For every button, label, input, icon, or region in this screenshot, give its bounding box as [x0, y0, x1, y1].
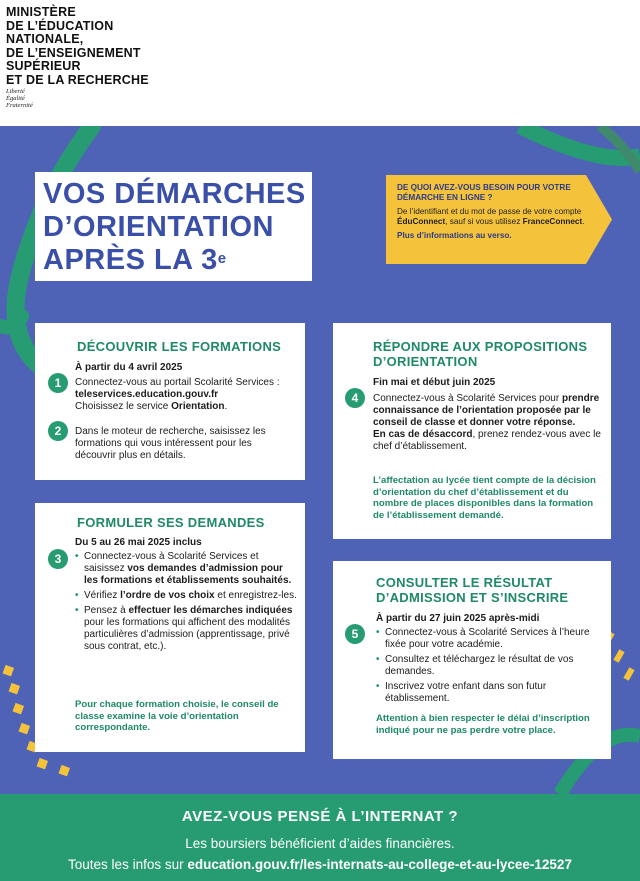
title-line-2: D’ORIENTATION: [43, 211, 274, 243]
card-title: DÉCOUVRIR LES FORMATIONS: [77, 339, 282, 354]
step-1-badge: 1: [48, 373, 68, 393]
ministry-name: MINISTÈRE DE L’ÉDUCATION NATIONALE, DE L’ENSEIGNEMENT SUPÉRIEUR ET DE LA RECHERCHE: [6, 5, 149, 87]
step-4-badge: 4: [345, 388, 365, 408]
card-note: L’affectation au lycée tient compte de la décision d’orientation du chef d’établissement et du nombre de places disponibles dans la formation de l’établissement demandé.: [373, 475, 596, 521]
footer-subtitle: Les boursiers bénéficient d’aides financières.: [185, 836, 455, 851]
step-5-list: [376, 627, 601, 708]
list-item: • Connectez-vous à Scolarité Services et saisissez vos demandes d’admission pour les formations et établissements souhaités.: [75, 551, 297, 587]
card-title: RÉPONDRE AUX PROPOSITIONS D’ORIENTATION: [373, 339, 588, 369]
card-date: À partir du 27 juin 2025 après-midi: [376, 613, 540, 624]
card-answer: [333, 323, 611, 539]
card-date: Fin mai et début juin 2025: [373, 377, 496, 388]
card-discover: [35, 323, 305, 480]
info-more: Plus d’informations au verso.: [397, 231, 512, 240]
list-item: • Consultez et téléchargez le résultat de vos demandes.: [376, 654, 601, 678]
card-requests: [35, 503, 305, 752]
list-item: • Connectez-vous à Scolarité Services à l’heure fixée pour votre académie.: [376, 627, 601, 651]
card-date: À partir du 4 avril 2025: [75, 362, 183, 373]
card-result: [333, 561, 611, 759]
step-5-badge: 5: [345, 624, 365, 644]
footer-link-line: Toutes les infos sur education.gouv.fr/les-internats-au-college-et-au-lycee-12527: [68, 857, 572, 872]
info-heading: DE QUOI AVEZ-VOUS BESOIN POUR VOTRE DÉMARCHE EN LIGNE ?: [397, 183, 571, 202]
step-4-text: Connectez-vous à Scolarité Services pour prendre connaissance de l’orientation proposée par le conseil de classe et donner votre réponse. En cas de désaccord, prenez rendez-vous avec le chef d’établissement.: [373, 393, 601, 452]
internat-link[interactable]: education.gouv.fr/les-internats-au-college-et-au-lycee-12527: [187, 857, 572, 872]
list-item: • Pensez à effectuer les démarches indiquées pour les formations qui affichent des modalités particulières d’admission (apprentissage, privé sous contrat, etc.).: [75, 605, 297, 653]
card-title: CONSULTER LE RÉSULTAT D’ADMISSION ET S’INSCRIRE: [376, 575, 569, 605]
footer: [0, 794, 640, 881]
card-note: Attention à bien respecter le délai d’inscription indiqué pour ne pas perdre votre place.: [376, 713, 590, 736]
list-item: • Inscrivez votre enfant dans son futur établissement.: [376, 681, 601, 705]
main-title: [35, 172, 312, 281]
step-3-list: [75, 551, 297, 656]
header: [0, 0, 640, 126]
step-1-text: Connectez-vous au portail Scolarité Services : teleservices.education.gouv.fr Choisissez le service Orientation.: [75, 377, 280, 412]
republic-motto: Liberté Égalité Fraternité: [6, 88, 33, 109]
footer-title: AVEZ-VOUS PENSÉ À L’INTERNAT ?: [181, 808, 459, 825]
title-line-3: APRÈS LA 3e: [43, 244, 227, 276]
main-panel: [0, 126, 640, 794]
card-note: Pour chaque formation choisie, le conseil de classe examine la voie d’orientation correspondante.: [75, 699, 279, 733]
step-2-text: Dans le moteur de recherche, saisissez les formations qui vous intéressent pour les découvrir plus en détails.: [75, 426, 266, 461]
info-text: De l’identifiant et du mot de passe de votre compte ÉduConnect, sauf si vous utilisez FranceConnect.: [397, 207, 585, 226]
step-2-badge: 2: [48, 421, 68, 441]
card-title: FORMULER SES DEMANDES: [77, 515, 265, 530]
card-date: Du 5 au 26 mai 2025 inclus: [75, 537, 202, 548]
step-3-badge: 3: [48, 549, 68, 569]
title-line-1: VOS DÉMARCHES: [43, 178, 306, 210]
info-callout: [386, 175, 612, 264]
list-item: • Vérifiez l’ordre de vos choix et enregistrez-les.: [75, 590, 297, 602]
